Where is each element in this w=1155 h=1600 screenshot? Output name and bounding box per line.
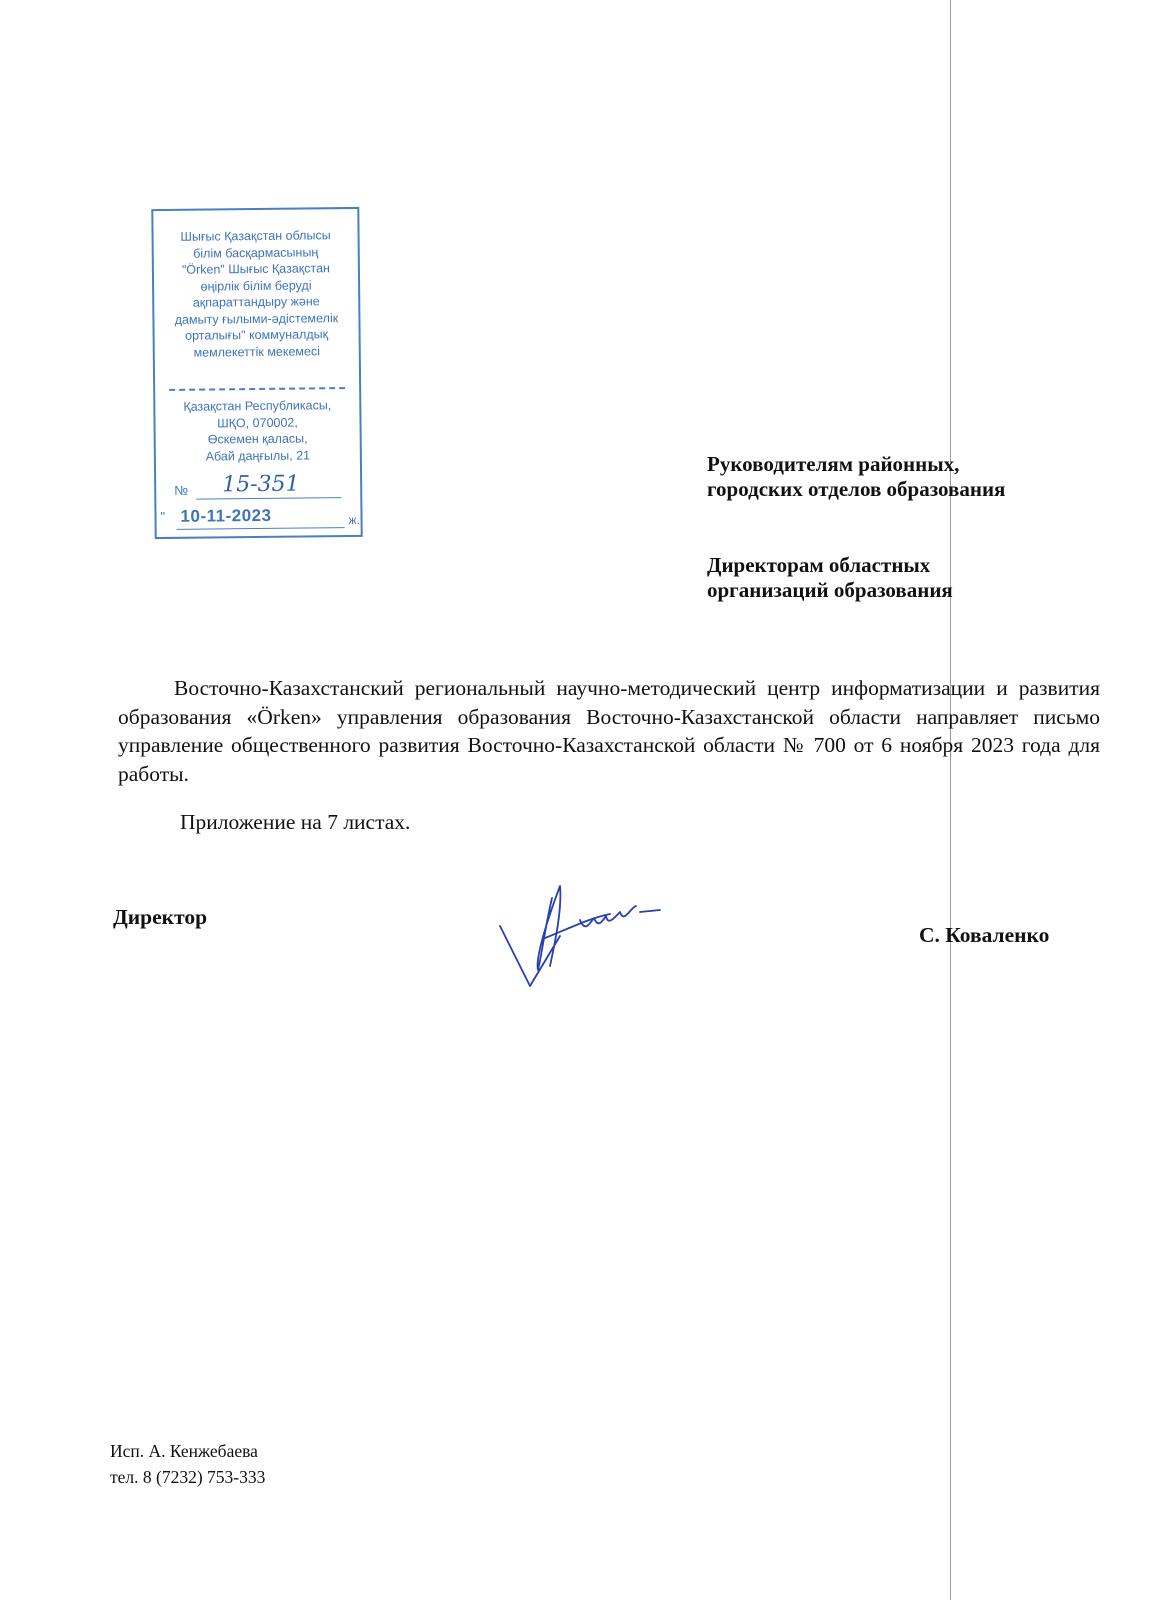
stamp-org-line: ақпараттандыру және	[192, 294, 320, 310]
stamp-date-quote: "	[160, 508, 166, 525]
executor-phone: тел. 8 (7232) 753-333	[110, 1467, 266, 1487]
stamp-address-line: Абай даңғылы, 21	[205, 447, 311, 464]
stamp-org-line: мемлекеттік мекемесі	[193, 343, 321, 360]
addressee-line: Директорам областных	[707, 553, 931, 577]
stamp-org-line: дамыту ғылыми-әдістемелік	[174, 310, 339, 327]
stamp-org-line: білім басқармасының	[193, 244, 319, 261]
stamp-address	[161, 397, 354, 465]
executor-info	[110, 1438, 265, 1490]
letter-body-paragraph: Восточно-Казахстанский региональный научно-методический центр информатизации и развития образования «Örken» управления образования Восточно-Казахстанской области направляет письмо управление общественного развития Восточно-Казахстанской области № 700 от 6 ноября 2023 года для работы.	[118, 676, 1100, 786]
handwritten-signature	[490, 878, 670, 1003]
signatory-title: Директор	[113, 905, 208, 929]
executor-name: Исп. А. Кенжебаева	[110, 1441, 258, 1461]
stamp-org-line: өңірлік білім беруді	[200, 277, 312, 294]
registration-stamp	[151, 207, 362, 539]
attachment-note: Приложение на 7 листах.	[180, 810, 411, 834]
stamp-org-line: орталығы" коммуналдық	[185, 327, 329, 343]
addressee-line: организаций образования	[707, 578, 953, 602]
stamp-number-label: №	[174, 482, 189, 498]
stamp-address-line: ШҚО, 070002,	[217, 415, 298, 430]
stamp-date-value: 10-11-2023	[180, 505, 272, 526]
stamp-address-line: Өскемен қаласы,	[207, 431, 308, 447]
stamp-separator	[169, 387, 345, 391]
stamp-org-line: Шығыс Қазақстан облысы	[180, 228, 331, 244]
scan-fold-line	[950, 0, 951, 1600]
stamp-number-value: 15-351	[222, 471, 300, 498]
signatory-name: С. Коваленко	[919, 923, 1050, 947]
stamp-address-line: Қазақстан Республикасы,	[183, 398, 332, 414]
stamp-date-suffix: ж.	[348, 512, 360, 528]
stamp-number-underline	[196, 497, 341, 500]
stamp-organization	[159, 227, 352, 361]
addressee-group-regional	[707, 553, 953, 603]
addressee-group-district	[707, 452, 1005, 502]
addressee-line: городских отделов образования	[707, 477, 1006, 501]
stamp-date-underline	[177, 527, 345, 530]
stamp-org-line: "Örken" Шығыс Қазақстан	[181, 261, 330, 277]
addressee-line: Руководителям районных,	[707, 452, 960, 476]
